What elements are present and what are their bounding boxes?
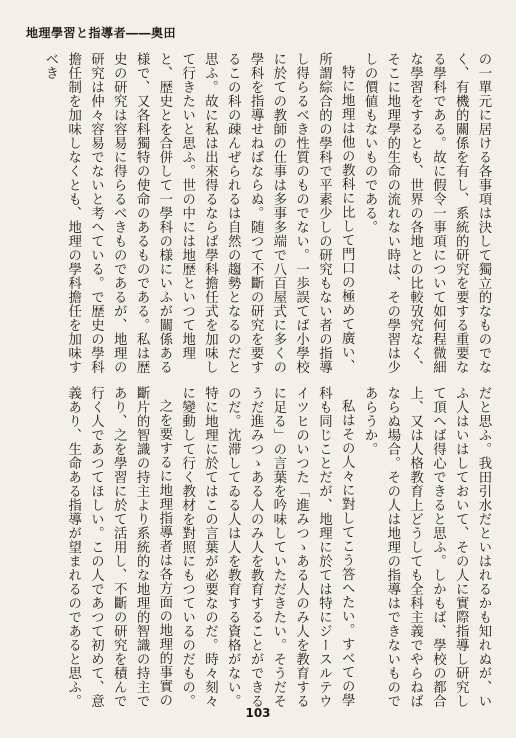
page-number: 103 [245, 706, 271, 720]
paragraph: 之を要するに地理指導者は各方面の地理的事實の斷片的智識の持主より系統的な地理的智識の持主であり、之を學習に於て活用し、不斷の研究を積んで行く人であつてほしい。この人であつて初めて、意義あり、生命ある指導が望まれるのであると思ふ。 [65, 386, 172, 708]
paragraph: 私はその人々に對してこう答へたい。すべての學科も同じことだが、地理に於ては特にジースルテウイツヒのいつた「進みつゝある人のみ人を教育するに足る」の言葉を吟味していただきたい。そうだそうだ進みつゝある人のみ人を教育することができるのだ。沈滞してゐる人は人を教育する資格がない。特に地理に於てはこの言葉が必要なのだ。時々刻々に變動して行く教材を對照にもつているのだもの。 [179, 386, 355, 708]
lower-text-block [26, 386, 494, 710]
paragraph: の一單元に居ける各事項は決して獨立的なものでなく、有機的關係を有し、系統的研究を要する重要なる學科である。故に假令一事項について如何程微細な學習をするとも、世界の各地との比較攷究なく、そこに地理學的生命の流れない時は、その學習は少しの價値もないものである。 [362, 52, 491, 374]
paragraph: だと思ふ。我田引水だといはれるかも知れぬが、いふ人はいはしておいて、その人に實際指導し研究して頂へば得心できると思ふ。しかもば、學校の都合上、又は人格教育上どうしても全科主義でやらねばならぬ場合。その人は地理の指導はできないものであらうか。 [362, 386, 491, 708]
paragraph: 特に地理は他の教科に比して門口の極めて廣い、所謂綜合的の學科で平素少しの研究もない者の指導し得らるべき性質のものでない。一歩誤てば小學校に於ての教師の仕事は多事多端で八百屋式に多くの學科を指導せねばならぬ。随つて不斷の研究を要するこの科の疎んぜられるは自然の趨勢となるのだと思ふ。故に私は出來得るならば學科擔任式を加味して行きたいと思ふ。世の中には地歴といつて地理と、歴史とを合併して一學科の様にいふが關係ある様で、又各科獨特の使命のあるものである。私は歴史の研究は容易に得らるべきものであるが、地理の研究は仲々容易でないと考へている。で歴史の學科擔任制を加味しなくとも、地理の學科擔任を加味すべき [42, 52, 355, 374]
upper-text-block [26, 52, 494, 378]
running-head: 地理學習と指導者――奥田 [26, 26, 177, 40]
